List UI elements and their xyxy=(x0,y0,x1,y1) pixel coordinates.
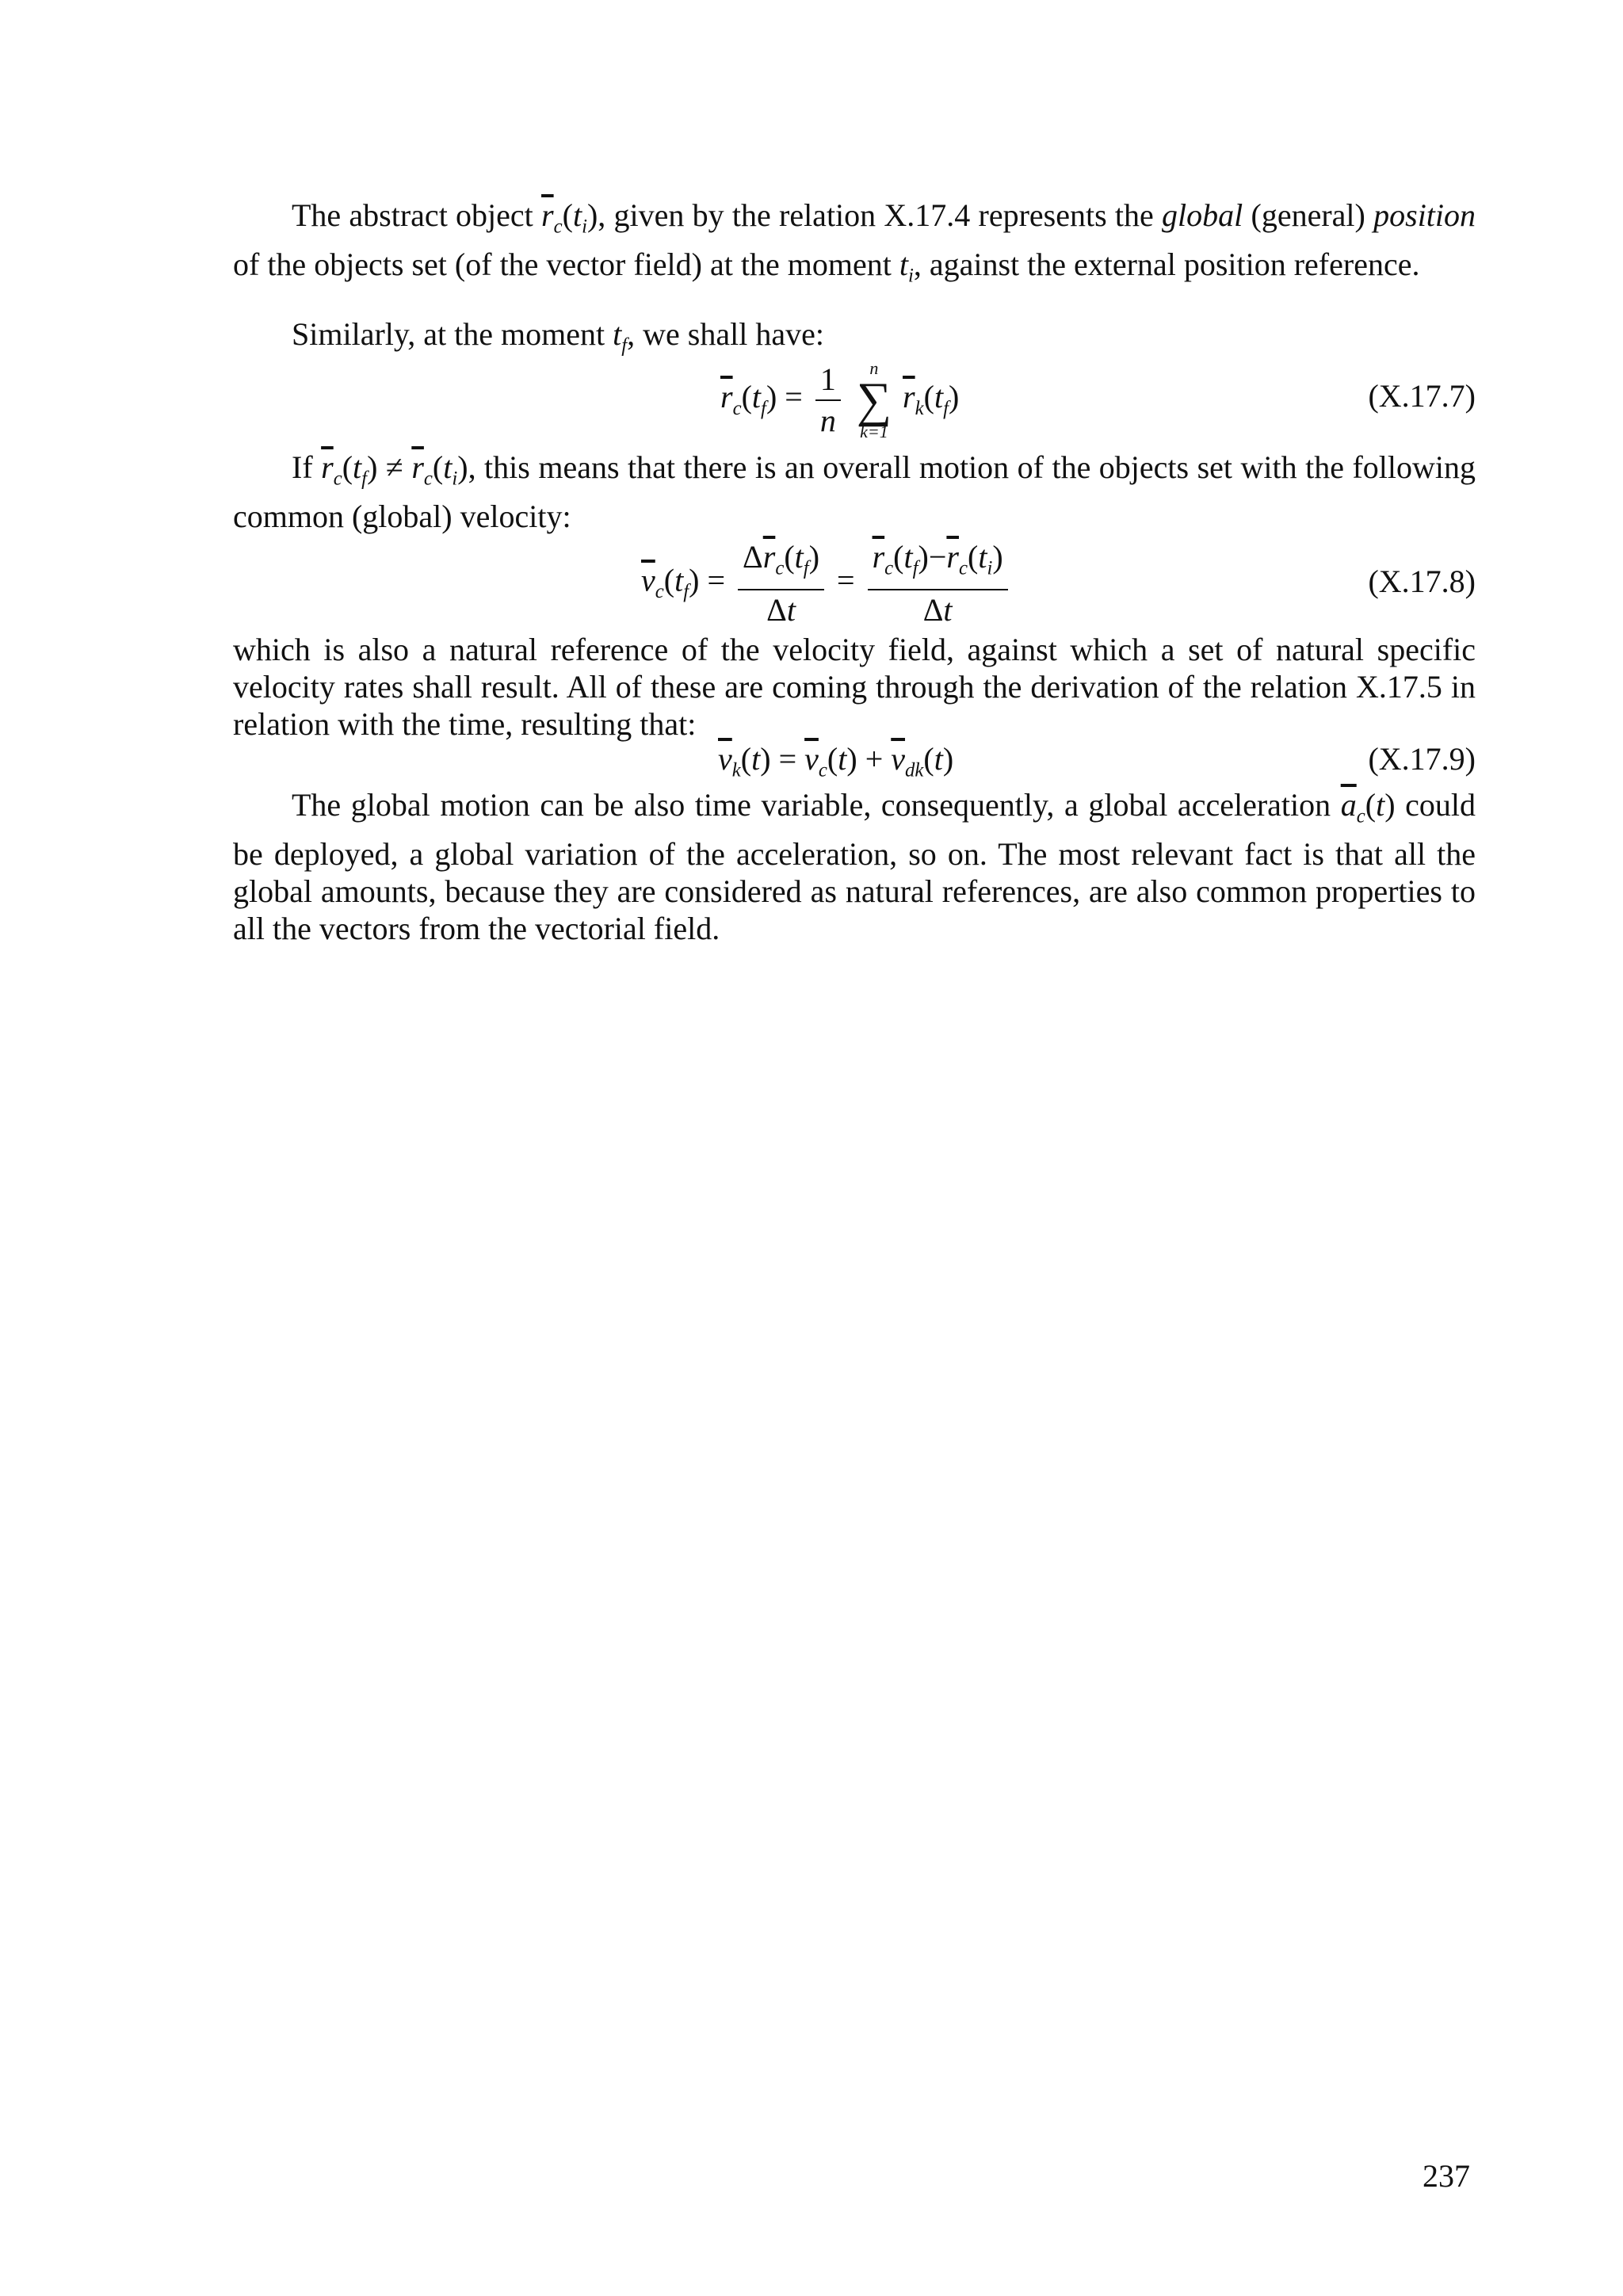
math-ti: $t_i$ xyxy=(899,246,914,287)
text-run: The global motion can be also time variable, consequently, a global acceleration xyxy=(292,787,1331,823)
equation-number: (X.17.7) xyxy=(1368,378,1476,414)
paragraph-global-position xyxy=(233,197,1476,294)
equation-number: (X.17.8) xyxy=(1368,563,1476,599)
math-ac-t: $\overline{a}_c(t)$ xyxy=(1340,787,1396,827)
equation-x17-8 xyxy=(233,539,1476,631)
text-run: could be deployed, a global variation of the acceleration, so on. The most relevant fact is that all the global amounts, because they are considered as natural references, are also common properties to all the vectors from the vectorial field. xyxy=(233,787,1476,946)
paragraph-overall-motion xyxy=(233,449,1476,535)
math-rc-tf-neq-rc-ti: $\overline{r}_c(t_f) \ne \overline{r}_c(t_i)$ xyxy=(321,449,468,490)
math-rc-ti: $\overline{r}_c(t_i)$ xyxy=(541,197,598,238)
text-run: The abstract object xyxy=(292,197,533,233)
text-run: If xyxy=(292,449,313,485)
paragraph-velocity-field: which is also a natural reference of the velocity field, against which a set of natural specific velocity rates shall result. All of these are coming through the derivation of the relation X.17.5 in relation with the time, resulting that: xyxy=(233,632,1476,742)
equation-x17-7 xyxy=(233,360,1476,447)
fraction-difference-over-delta-t: $\frac{\overline{r}_c(t_f)-\overline{r}_c(t_i)}{\Delta t}$ xyxy=(868,539,1008,628)
text-run: Similarly, at the moment xyxy=(292,316,605,352)
fraction-1-over-n: $\frac{1}{n}$ xyxy=(815,361,841,439)
emphasis-position: position xyxy=(1373,197,1476,233)
paragraph-similarly xyxy=(233,315,1476,365)
text-run: (general) xyxy=(1251,197,1365,233)
text-run: , against the external position reference. xyxy=(913,246,1420,282)
text-run: , given by the relation X.17.4 represents the xyxy=(598,197,1154,233)
math-tf: $t_f$ xyxy=(613,316,628,357)
text-run: , we shall have: xyxy=(627,316,824,352)
page-number: 237 xyxy=(1423,2158,1470,2194)
paragraph-global-acceleration xyxy=(233,786,1476,947)
equation-x17-8-body: $\overline{v}_c(t_f)$ = $\frac{\Delta\overline{r}_c(t_f)}{\Delta t}$ = $\frac{\overline{r}_c(t_f)-\overline{r}_c(t_i)}{\Delta t}$ xyxy=(641,539,1013,628)
equation-x17-9-body: $\overline{v}_k(t) = \overline{v}_c(t) + \overline{v}_{dk}(t)$ xyxy=(718,741,954,781)
emphasis-global: global xyxy=(1162,197,1243,233)
text-run: , this means that there is an overall motion of the objects set with the following common (global) velocity: xyxy=(233,449,1476,534)
text-run: of the objects set (of the vector field) at the moment xyxy=(233,246,892,282)
summation: n ∑ k=1 xyxy=(856,358,892,441)
equation-x17-7-body: $\overline{r}_c(t_f)$ = $\frac{1}{n}$ n ∑ k=1 $\overline{r}_k(t_f)$ xyxy=(720,358,960,441)
fraction-delta-rc-over-delta-t: $\frac{\Delta\overline{r}_c(t_f)}{\Delta t}$ xyxy=(738,539,824,628)
equation-number: (X.17.9) xyxy=(1368,741,1476,777)
equation-x17-9 xyxy=(233,740,1476,785)
